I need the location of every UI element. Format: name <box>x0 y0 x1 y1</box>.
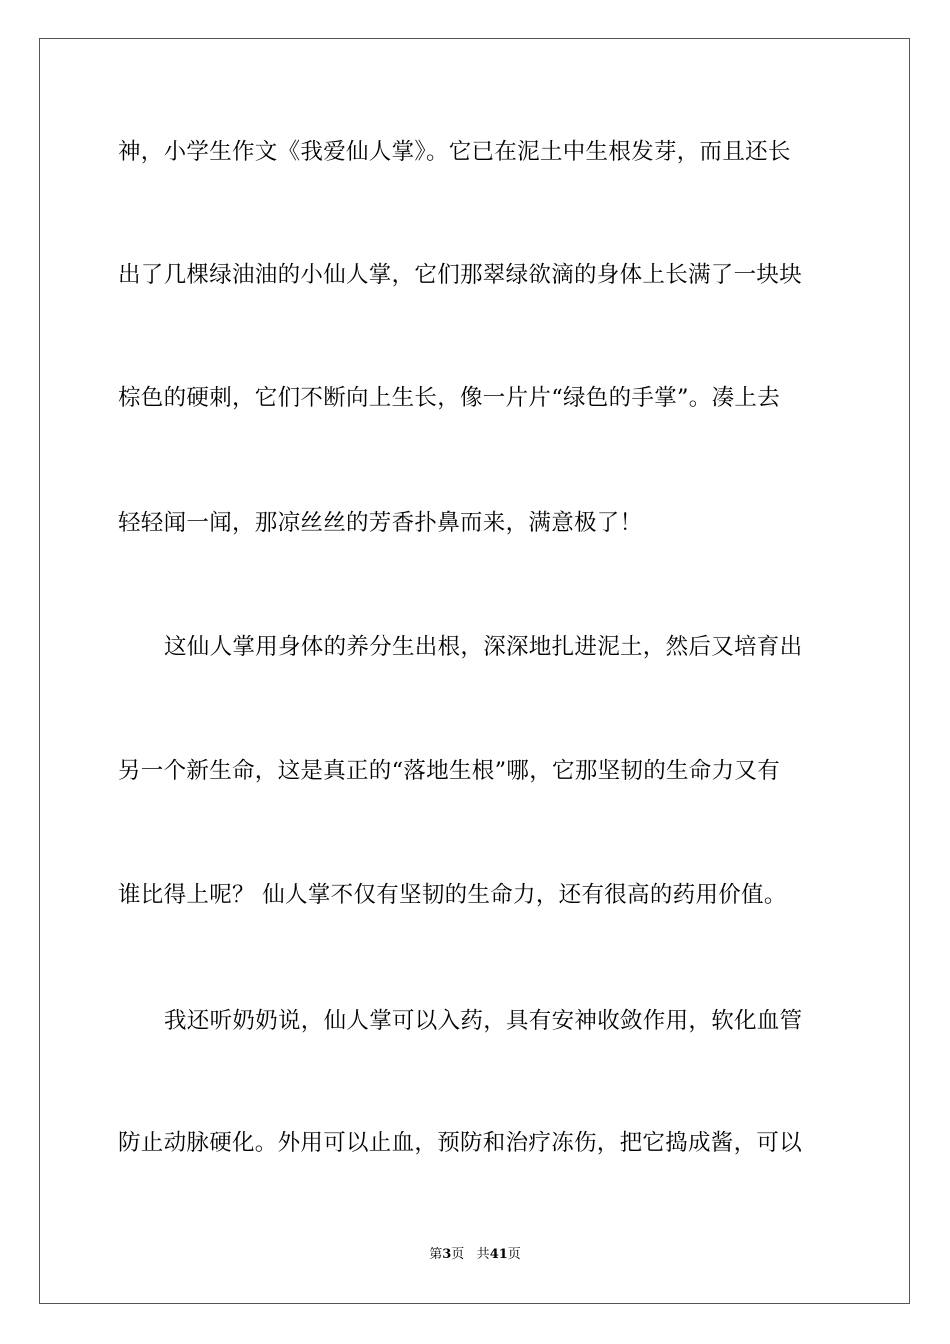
total-pages: 41 <box>489 1247 508 1262</box>
text-line-4: 轻轻闻一闻，那凉丝丝的芳香扑鼻而来，满意极了！ <box>118 510 643 536</box>
page-prefix: 第 <box>429 1247 443 1262</box>
page-footer <box>0 1246 950 1264</box>
text-line-8: 我还听奶奶说，仙人掌可以入药，具有安神收敛作用，软化血管 <box>164 1008 803 1034</box>
text-line-1: 神，小学生作文《我爱仙人掌》。它已在泥土中生根发芽，而且还长 <box>118 139 791 165</box>
text-line-2: 出了几棵绿油油的小仙人掌，它们那翠绿欲滴的身体上长满了一块块 <box>118 262 803 288</box>
page-number: 3 <box>442 1247 452 1262</box>
page-border <box>39 38 910 1304</box>
text-line-3: 棕色的硬刺，它们不断向上生长，像一片片“绿色的手掌”。凑上去 <box>118 385 781 411</box>
text-line-9: 防止动脉硬化。外用可以止血，预防和治疗冻伤，把它捣成酱，可以 <box>118 1130 803 1156</box>
text-line-5: 这仙人掌用身体的养分生出根，深深地扎进泥土，然后又培育出 <box>164 634 803 660</box>
text-line-7: 谁比得上呢？ 仙人掌不仅有坚韧的生命力，还有很高的药用价值。 <box>118 882 787 908</box>
page-suffix: 页 <box>451 1247 465 1262</box>
total-prefix: 共 <box>476 1247 490 1262</box>
total-suffix: 页 <box>507 1247 521 1262</box>
text-line-6: 另一个新生命，这是真正的“落地生根”哪，它那坚韧的生命力又有 <box>118 758 781 784</box>
